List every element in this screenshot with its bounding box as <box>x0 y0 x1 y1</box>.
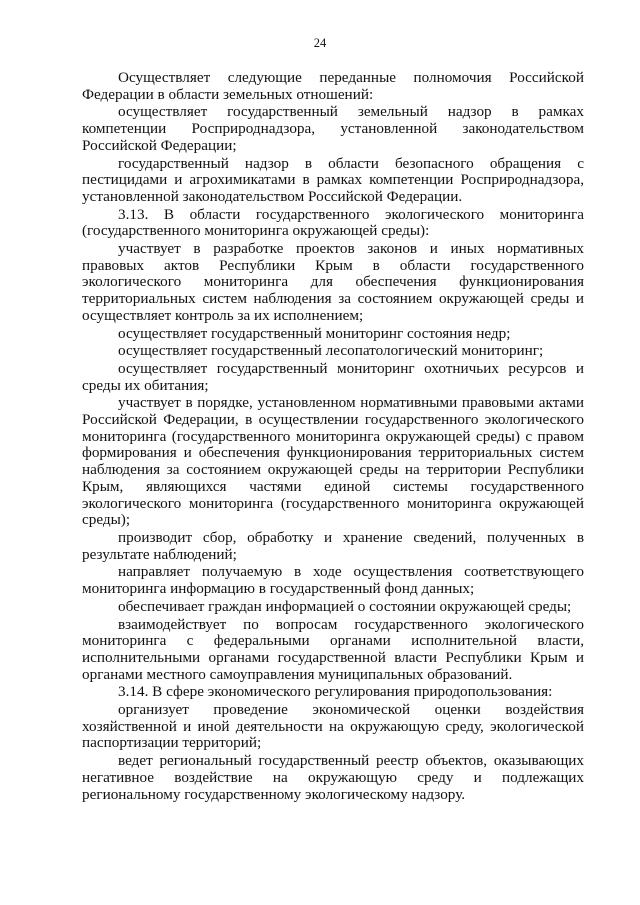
paragraph: государственный надзор в области безопасного обращения с пестицидами и агрохимикатами в рамках компетенции Росприроднадзора, установленной законодательством Российской Федерации. <box>82 154 584 205</box>
paragraph: ведет региональный государственный реестр объектов, оказывающих негативное воздействие на окружающую среду и подлежащих региональному государственному экологическому надзору. <box>82 752 584 803</box>
body-text <box>82 70 584 804</box>
paragraph: организует проведение экономической оценки воздействия хозяйственной и иной деятельности на окружающую среду, экологической паспортизации территорий; <box>82 701 584 752</box>
paragraph: участвует в порядке, установленном нормативными правовыми актами Российской Федерации, в осуществлении государственного экологического мониторинга (государственного мониторинга окружающей среды) с правом формирования и обеспечения функционирования территориальных систем наблюдения за состоянием окружающей среды на территории Республики Крым, являющихся частями единой системы государственного экологического мониторинга (государственного мониторинга окружающей среды); <box>82 394 584 529</box>
paragraph: обеспечивает граждан информацией о состоянии окружающей среды; <box>118 597 572 615</box>
paragraph: осуществляет государственный мониторинг состояния недр; <box>118 324 511 342</box>
paragraph: 3.13. В области государственного экологического мониторинга (государственного мониторинга окружающей среды): <box>82 205 584 240</box>
page-number: 24 <box>313 36 327 50</box>
paragraph: 3.14. В сфере экономического регулирования природопользования: <box>118 683 553 701</box>
paragraph: осуществляет государственный мониторинг охотничьих ресурсов и среды их обитания; <box>82 359 584 394</box>
paragraph: осуществляет государственный земельный надзор в рамках компетенции Росприроднадзора, установленной законодательством Российской Федерации; <box>82 103 584 154</box>
paragraph: участвует в разработке проектов законов и иных нормативных правовых актов Республики Крым в области государственного экологического мониторинга для обеспечения функционирования территориальных систем наблюдения за состоянием окружающей среды и осуществляет контроль за их исполнением; <box>82 240 584 324</box>
paragraph: Осуществляет следующие переданные полномочия Российской Федерации в области земельных отношений: <box>82 69 584 103</box>
paragraph: взаимодействует по вопросам государственного экологического мониторинга с федеральными органами исполнительной власти, исполнительными органами государственной власти Республики Крым и органами местного самоуправления муниципальных образований. <box>82 615 584 683</box>
paragraph: производит сбор, обработку и хранение сведений, полученных в результате наблюдений; <box>82 528 584 563</box>
paragraph: осуществляет государственный лесопатологический мониторинг; <box>118 342 544 360</box>
paragraph: направляет получаемую в ходе осуществления соответствующего мониторинга информацию в государственный фонд данных; <box>82 563 584 598</box>
